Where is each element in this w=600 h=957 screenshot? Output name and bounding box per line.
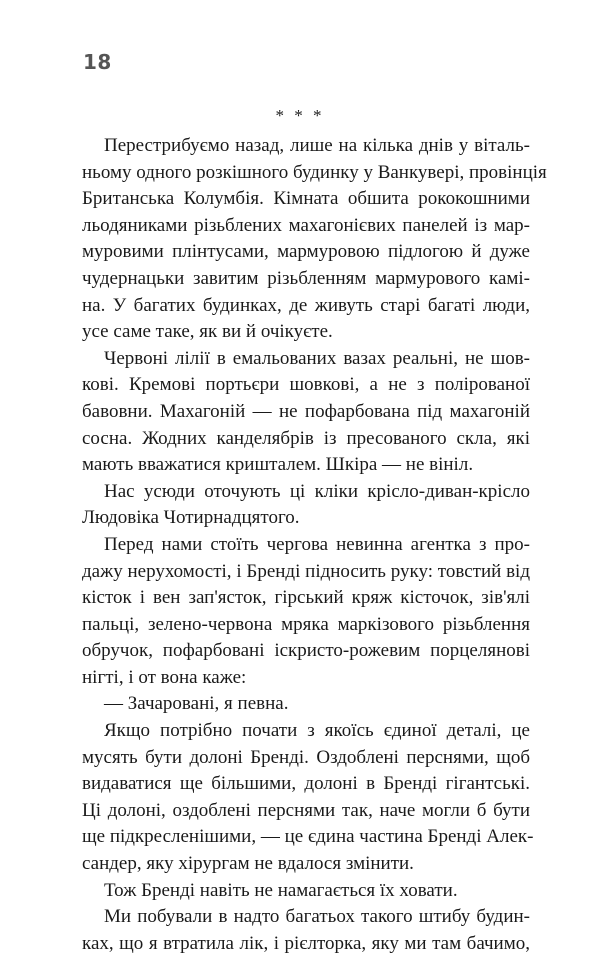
text-line: обручок, пофарбовані іскристо-рожевим порцеляновi (82, 640, 530, 662)
text-line: льодяниками різьблених махагонієвих панелей із мар- (82, 214, 530, 236)
page-number: 18 (83, 50, 112, 74)
text-line: усе саме таке, як ви й очікуєте. (82, 321, 333, 343)
text-line: ньому одного розкішного будинку у Ванкувері, провінція (82, 161, 547, 183)
text-line: мають вважатися кришталем. Шкіра — не вініл. (82, 454, 474, 476)
text-line: бавовни. Махагоній — не пофарбована під махагоній (82, 400, 530, 422)
text-line: видаватися ще більшими, долоні в Бренді гігантські. (82, 773, 530, 795)
text-line: Якщо потрібно почати з якоїсь єдиної деталі, це (104, 720, 530, 742)
text-line: ще підкресленішими, — це єдина частина Бренді Алек- (82, 826, 534, 848)
text-line: Ми побували в надто багатьох такого штибу будин- (104, 906, 530, 928)
text-line: Британська Колумбія. Кімната обшита рококошними (82, 188, 530, 210)
body-text (82, 133, 547, 957)
text-line: чудернацьки завитим різьбленням мармурового камі- (82, 267, 530, 289)
text-line: пальці, зелено-червона мряка маркізового різьблення (82, 613, 530, 635)
text-line: кові. Кремові портьєри шовкові, а не з полірованої (82, 374, 530, 396)
text-line: Червоні лілії в емальованих вазах реальні, не шов- (104, 347, 530, 369)
text-line: мусять бути долоні Бренді. Оздоблені перснями, щоб (82, 746, 530, 768)
text-line: дажу нерухомості, і Бренді підносить руку: товстий від (82, 560, 530, 582)
text-line: ках, що я втратила лік, і рієлторка, яку ми там бачимо, (82, 932, 530, 954)
text-line: Тож Бренді навіть не намагається їх ховати. (104, 879, 458, 901)
section-break-asterisks: * * * (275, 106, 325, 125)
text-line: сосна. Жодних канделябрів із пресованого скла, які (82, 427, 530, 449)
text-line: — Зачаровані, я певна. (104, 693, 289, 715)
text-line: Нас усюди оточують ці кліки крісло-диван-крісло (104, 480, 530, 502)
text-line: сандер, яку хірургам не вдалося змінити. (82, 853, 414, 875)
text-line: нігті, і от вона каже: (82, 666, 247, 688)
text-line: Ці долоні, оздоблені перснями так, наче могли б бути (82, 799, 530, 821)
text-line: Перед нами стоїть чергова невинна агентка з про- (104, 533, 530, 555)
text-line: муровими плінтусами, мармуровою підлогою й дуже (82, 241, 530, 263)
text-line: Людовіка Чотирнадцятого. (82, 507, 300, 529)
text-line: кісток і вен зап'ясток, гірський кряж кісточок, зів'ялі (82, 587, 530, 609)
text-line: на. У багатих будинках, де живуть старі багаті люди, (82, 294, 530, 316)
text-line: Перестрибуємо назад, лише на кілька днів у віталь- (104, 135, 530, 156)
